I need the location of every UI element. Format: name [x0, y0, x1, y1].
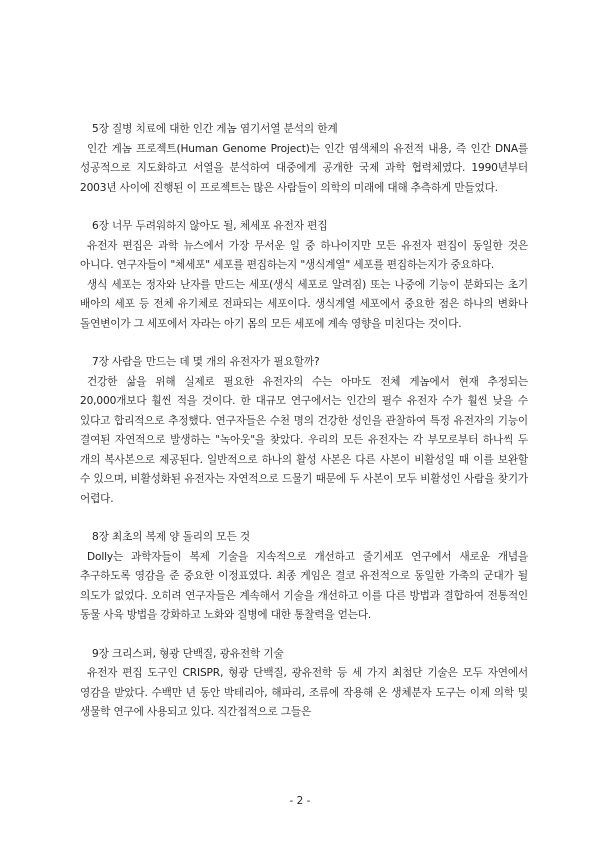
section-heading: 7장 사람을 만드는 데 몇 개의 유전자가 필요할까? — [92, 356, 320, 368]
section-chapter-7 — [80, 353, 528, 509]
section-paragraph: 건강한 삶을 위해 실제로 필요한 유전자의 수는 아마도 전체 게놈에서 현재 추정되는 20,000개보다 훨씬 적을 것이다. 한 대규모 연구에서는 인간의 필수 유전자 수가 훨씬 낮을 수 있다고 합리적으로 추정했다. 연구자들은 수천 명의 건강한 성인을 관찰하여 특정 유전자의 기능이 결여된 자연적으로 발생하는 "녹아웃"을 찾았다. 우리의 모든 유전자는 각 부모로부터 하나씩 두 개의 복사본으로 제공된다. 일반적으로 하나의 활성 사본은 다른 사본이 비활성일 때 이를 보완할 수 있으며, 비활성화된 유전자는 자연적으로 드물기 때문에 두 사본이 모두 비활성인 사람을 찾기가 어렵다. — [80, 375, 528, 505]
section-paragraph: Dolly는 과학자들이 복제 기술을 지속적으로 개선하고 줄기세포 연구에서 새로운 개념을 추구하도록 영감을 준 중요한 이정표였다. 최종 게임은 결코 유전적으로 동일한 가축의 군대가 될 의도가 없었다. 오히려 연구자들은 계속해서 기술을 개선하고 이를 다른 방법과 결합하여 전통적인 동물 사육 방법을 강화하고 노화와 질병에 대한 통찰력을 얻는다. — [80, 550, 528, 621]
section-heading: 9장 크리스퍼, 형광 단백질, 광유전학 기술 — [92, 647, 284, 660]
section-chapter-8 — [80, 528, 528, 626]
section-paragraph: 유전자 편집 도구인 CRISPR, 형광 단백질, 광유전학 등 세 가지 최첨단 기술은 모두 자연에서 영감을 받았다. 수백만 년 동안 박테리아, 해파리, 조류에 작용해 온 생체분자 도구는 이제 의학 및 생물학 연구에 사용되고 있다. 직간접적으로 그들은 — [80, 667, 528, 718]
section-heading: 6장 너무 두려워하지 않아도 될, 체세포 유전자 편집 — [92, 220, 328, 232]
page-body — [80, 120, 528, 742]
section-heading: 5장 질병 치료에 대한 인간 게놈 염기서열 분석의 한계 — [92, 123, 338, 135]
section-paragraph: 인간 게놈 프로젝트(Human Genome Project)는 인간 염색체의 유전적 내용, 즉 인간 DNA를 성공적으로 지도화하고 서열을 분석하여 대중에게 공개한 국제 과학 협력체였다. 1990년부터 2003년 사이에 진행된 이 프로젝트는 많은 사람들이 의학의 미래에 대해 추측하게 만들었다. — [80, 142, 528, 194]
section-chapter-9 — [80, 645, 528, 723]
page-number: - 2 - — [289, 795, 311, 807]
section-paragraph: 생식 세포는 정자와 난자를 만드는 세포(생식 세포로 알려짐) 또는 나중에 기능이 분화되는 초기 배아의 세포 등 전체 유기체로 전파되는 세포이다. 생식계열 세포에서 중요한 점은 하나의 변화나 돌연변이가 그 세포에서 자라는 아기 몸의 모든 세포에 계속 영향을 미친다는 것이다. — [80, 278, 528, 330]
section-chapter-5 — [80, 120, 528, 198]
section-heading: 8장 최초의 복제 양 돌리의 모든 것 — [92, 531, 250, 543]
section-chapter-6 — [80, 217, 528, 334]
section-paragraph: 유전자 편집은 과학 뉴스에서 가장 무서운 일 중 하나이지만 모든 유전자 편집이 동일한 것은 아니다. 연구자들이 "체세포" 세포를 편집하는지 "생식계열" 세포를 편집하는지가 중요하다. — [80, 239, 528, 271]
